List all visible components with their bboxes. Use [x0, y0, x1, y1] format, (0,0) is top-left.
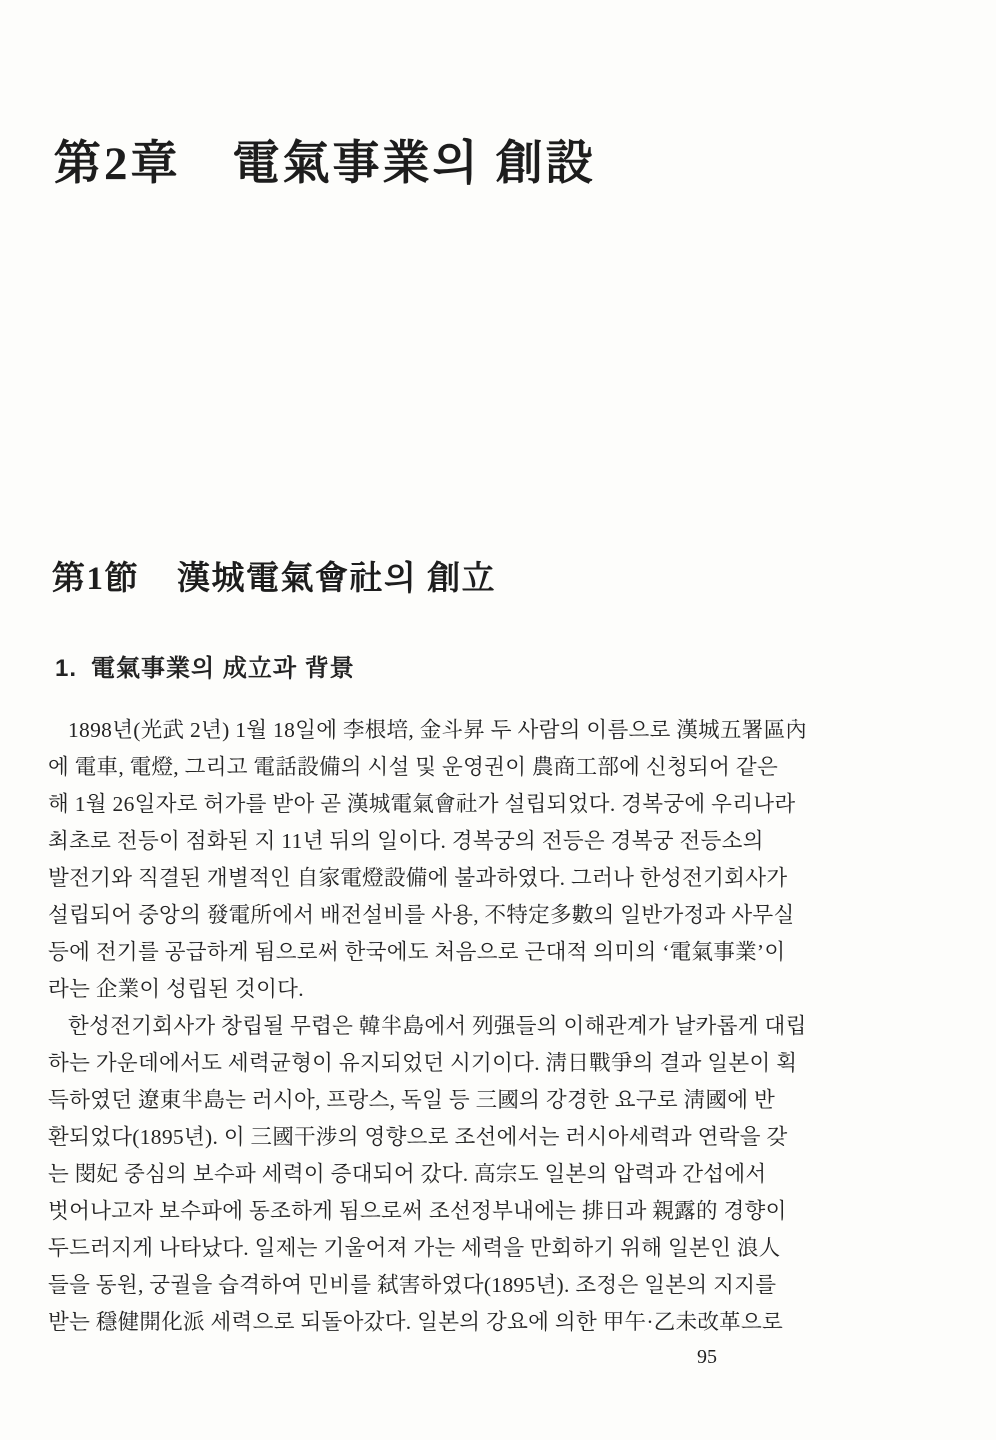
body-line: 받는 穩健開化派 세력으로 되돌아갔다. 일본의 강요에 의한 甲午·乙未改革으로 — [48, 1310, 784, 1334]
chapter-title-text: 電氣事業의 創設 — [232, 138, 596, 190]
chapter-number-label: 第2章 — [54, 138, 181, 190]
body-line: 해 1월 26일자로 허가를 받아 곧 漢城電氣會社가 설립되었다. 경복궁에 우리나라 — [48, 792, 796, 816]
body-line: 환되었다(1895년). 이 三國干涉의 영향으로 조선에서는 러시아세력과 연락을 갖 — [48, 1125, 788, 1149]
subsection-heading — [55, 648, 355, 683]
body-line: 최초로 전등이 점화된 지 11년 뒤의 일이다. 경복궁의 전등은 경복궁 전등소의 — [48, 829, 764, 853]
body-line: 발전기와 직결된 개별적인 自家電燈設備에 불과하였다. 그러나 한성전기회사가 — [48, 866, 788, 890]
body-line: 벗어나고자 보수파에 동조하게 됨으로써 조선정부내에는 排日과 親露的 경향이 — [48, 1199, 787, 1223]
body-line: 라는 企業이 성립된 것이다. — [48, 977, 304, 1001]
subsection-title-text: 電氣事業의 成立과 背景 — [91, 655, 355, 682]
body-line: 등에 전기를 공급하게 됨으로써 한국에도 처음으로 근대적 의미의 ‘電氣事業’이 — [48, 940, 786, 964]
body-line: 에 電車, 電燈, 그리고 電話設備의 시설 및 운영권이 農商工部에 신청되어 같은 — [48, 755, 779, 779]
body-line: 한성전기회사가 창립될 무렵은 韓半島에서 列强들의 이해관계가 날카롭게 대립 — [68, 1014, 807, 1038]
body-line: 설립되어 중앙의 發電所에서 배전설비를 사용, 不特定多數의 일반가정과 사무실 — [48, 903, 795, 927]
section-number-label: 第1節 — [52, 561, 139, 597]
body-line: 1898년(光武 2년) 1월 18일에 李根培, 金斗昇 두 사람의 이름으로 漢城五署區內 — [68, 718, 808, 742]
body-line: 하는 가운데에서도 세력균형이 유지되었던 시기이다. 淸日戰爭의 결과 일본이 획 — [48, 1051, 798, 1075]
body-line: 들을 동원, 궁궐을 습격하여 민비를 弑害하였다(1895년). 조정은 일본의 지지를 — [48, 1273, 777, 1297]
body-text — [48, 712, 808, 1341]
body-line: 두드러지게 나타났다. 일제는 기울어져 가는 세력을 만회하기 위해 일본인 浪人 — [48, 1236, 781, 1260]
chapter-title — [54, 126, 596, 193]
body-line: 득하였던 遼東半島는 러시아, 프랑스, 독일 등 三國의 강경한 요구로 淸國에 반 — [48, 1088, 776, 1112]
page-number: 95 — [697, 1346, 717, 1368]
section-title-text: 漢城電氣會社의 創立 — [177, 561, 497, 597]
body-line: 는 閔妃 중심의 보수파 세력이 증대되어 갔다. 高宗도 일본의 압력과 간섭에서 — [48, 1162, 767, 1186]
subsection-number-label: 1. — [55, 655, 78, 682]
section-title — [52, 552, 496, 599]
